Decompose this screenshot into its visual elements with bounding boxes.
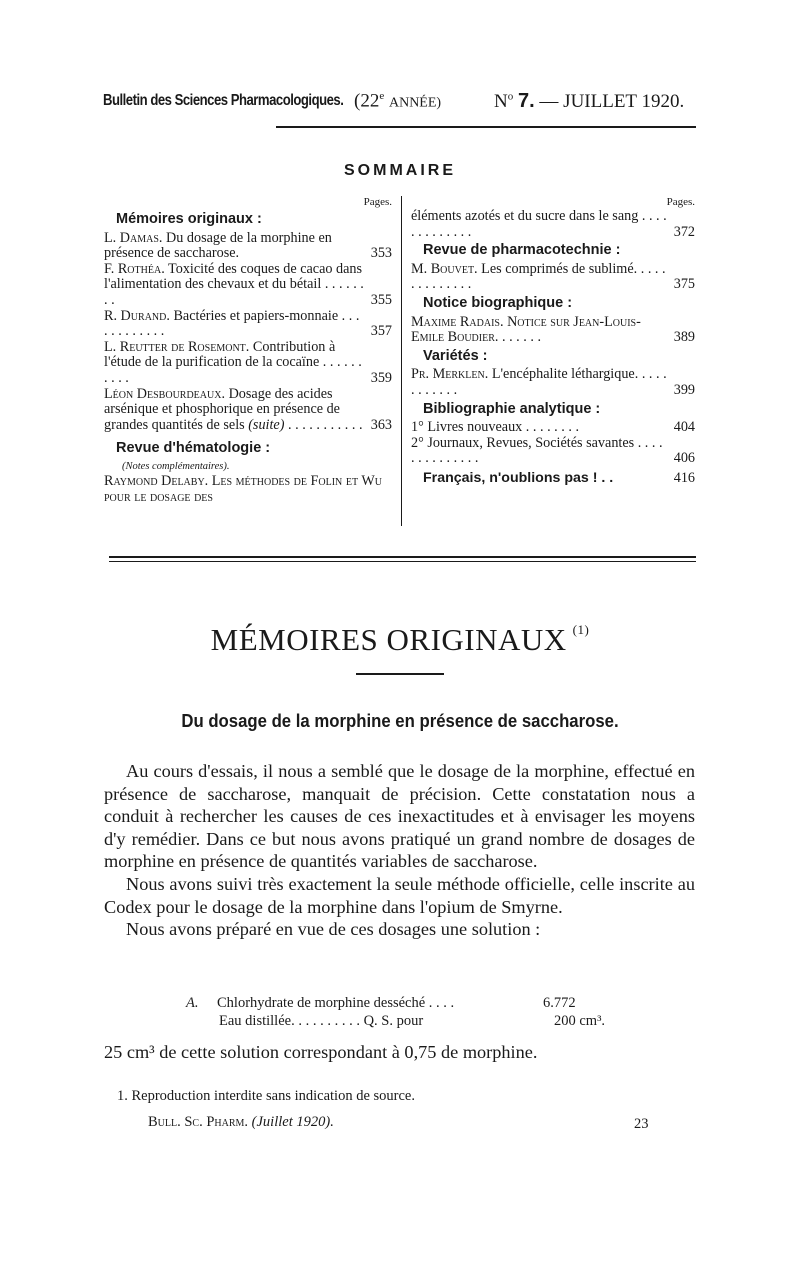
journal-reference: Bull. Sc. Pharm. (Juillet 1920). [148, 1114, 334, 1130]
toc-entry: 1° Livres nouveaux . . . . . . . . 404 [411, 419, 695, 436]
toc-entry: éléments azotés et du sucre dans le sang . . . . . . . . . . . . . 372 [411, 208, 695, 240]
section-heading: Revue de pharmacotechnie : [423, 242, 621, 259]
section-rule [109, 556, 696, 558]
journal-year: (22e ANNÉE) [354, 90, 442, 112]
sommaire-left-column [104, 196, 392, 505]
paragraph: Au cours d'essais, il nous a semblé que le dosage de la morphine, effectué en présence de saccharose, manquait de précision. Cette constatation nous a conduit à rechercher les causes de ces inexactitudes et à envisager les moyens d'y remédier. Dans ce but nous avons pratiqué un grand nombre de dosages de morphine en présence de quantités variables de saccharose. [104, 761, 695, 872]
toc-entry: F. Rothéa. Toxicité des coques de cacao dans l'alimentation des chevaux et du bétail . . . . . . . . 355 [104, 260, 392, 308]
toc-entry: Léon Desbourdeaux. Dosage des acides arsénique et phosphorique en présence de grandes quantités de sels (suite) . . . . . . . . . . . 363 [104, 385, 392, 433]
page-number: 23 [634, 1116, 649, 1132]
sommaire-right-column [411, 196, 695, 487]
toc-entry: L. Damas. Du dosage de la morphine en présence de saccharose. 353 [104, 229, 392, 262]
paragraph: Nous avons préparé en vue de ces dosages une solution : [126, 919, 541, 940]
pages-label: Pages. [666, 196, 695, 208]
section-heading: Variétés : [423, 347, 488, 364]
section-heading: Mémoires originaux : [116, 211, 262, 227]
section-heading: Bibliographie analytique : [423, 400, 601, 417]
toc-entry: Français, n'oublions pas ! . . 416 [423, 469, 695, 486]
formula-conclusion: 25 cm³ de cette solution correspondant à 0,75 de morphine. [104, 1042, 538, 1062]
section-note: (Notes complémentaires). [122, 460, 230, 472]
toc-entry: L. Reutter de Rosemont. Contribution à l'étude de la purification de la cocaïne . . . . . . . . . . 359 [104, 338, 392, 386]
toc-entry-continued: Raymond Delaby. Les méthodes de Folin et Wu pour le dosage des [104, 472, 382, 505]
paragraph: Nous avons suivi très exactement la seule méthode officielle, celle inscrite au Codex pour le dosage de la morphine dans l'opium de Smyrne. [104, 873, 695, 917]
pages-label: Pages. [363, 196, 392, 208]
article-body [104, 760, 695, 941]
toc-entry: R. Durand. Bactéries et papiers-monnaie . . . . . . . . . . . . 357 [104, 307, 392, 340]
footnote: 1. Reproduction interdite sans indication de source. [117, 1088, 415, 1104]
article-title: Du dosage de la morphine en présence de saccharose. [181, 711, 619, 731]
issue-info: $N^o$ 7. — JUILLET 1920. [494, 90, 685, 112]
journal-title: Bulletin des Sciences Pharmacologiques. [103, 92, 344, 109]
toc-entry: Pr. Merklen. L'encéphalite léthargique. . . . . . . . . . . . 399 [411, 366, 695, 398]
header-rule [276, 126, 696, 128]
section-heading: Notice biographique : [423, 294, 573, 311]
main-title: MÉMOIRES ORIGINAUX $^{(1)}$ [210, 622, 590, 657]
formula-block: A. Chlorhydrate de morphine desséché . . . . 6.772 Eau distillée. . . . . . . . . . Q. S. pour 200 cm³. [186, 995, 606, 1029]
toc-entry: 2° Journaux, Revues, Sociétés savantes . . . . . . . . . . . . . . 406 [411, 434, 695, 467]
sommaire-title: SOMMAIRE [344, 162, 456, 179]
title-rule [356, 673, 444, 675]
column-divider [401, 196, 402, 526]
toc-entry: M. Bouvet. Les comprimés de sublimé. . . . . . . . . . . . . . 375 [411, 260, 695, 293]
section-heading: Revue d'hématologie : [116, 440, 271, 457]
toc-entry: Maxime Radais. Notice sur Jean-Louis-Emile Boudier. . . . . . . 389 [411, 313, 695, 346]
section-rule [109, 561, 696, 562]
